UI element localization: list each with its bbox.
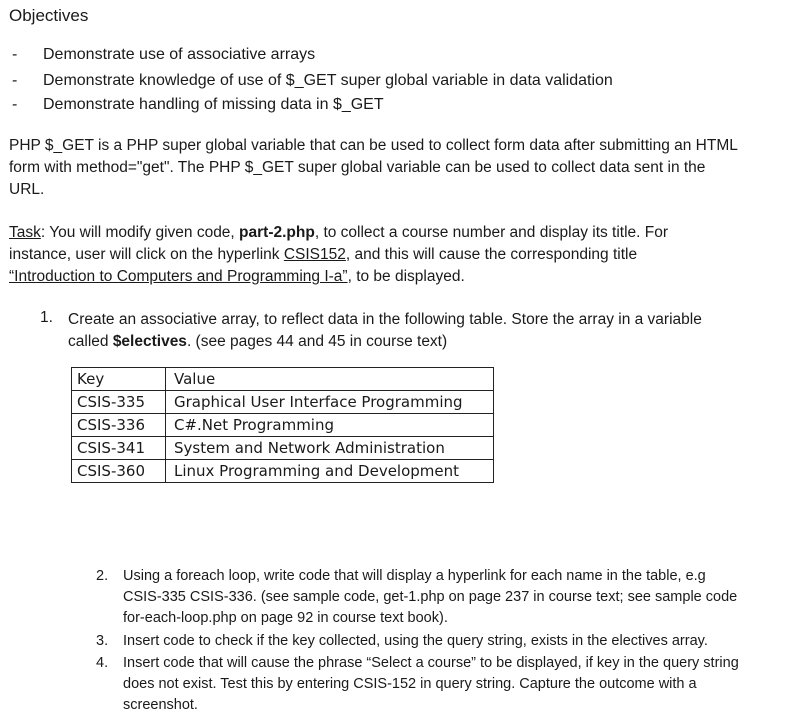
step-4-line-2: does not exist. Test this by entering CSIS-152 in query string. Capture the outcome with a xyxy=(123,676,697,692)
objective-item-1: Demonstrate use of associative arrays xyxy=(43,46,316,63)
task-line-3 xyxy=(9,266,668,288)
objective-item-2: Demonstrate knowledge of use of $_GET super global variable in data validation xyxy=(43,72,613,89)
table-cell-value: C#.Net Programming xyxy=(166,414,494,437)
step-2-line-3: for-each-loop.php on page 92 in course text book). xyxy=(123,610,448,626)
task-text-b: , to collect a course number and display its title. For xyxy=(314,224,669,241)
step-2-text xyxy=(123,566,737,629)
objective-item-3: Demonstrate handling of missing data in $_GET xyxy=(43,96,384,113)
step-2-line-2: CSIS-335 CSIS-336. (see sample code, get-1.php on page 237 in course text; see sample code xyxy=(123,589,738,605)
step-1-line-1: Create an associative array, to reflect data in the following table. Store the array in a variable xyxy=(68,311,702,328)
table-cell-key: CSIS-341 xyxy=(72,437,166,460)
step-1-variable: $electives xyxy=(112,333,187,350)
table-cell-value: Linux Programming and Development xyxy=(166,460,494,483)
table-cell-key: CSIS-336 xyxy=(72,414,166,437)
task-line-1 xyxy=(9,222,668,244)
step-2-number: 2. xyxy=(96,568,109,584)
intro-line-3: URL. xyxy=(9,181,45,198)
task-label: Task xyxy=(9,224,41,241)
task-text-e: , to be displayed. xyxy=(347,268,465,285)
step-1-text-b: . (see pages 44 and 45 in course text) xyxy=(186,333,448,350)
step-4-text xyxy=(123,653,739,716)
task-text-a: : You will modify given code, xyxy=(40,224,240,241)
table-cell-key: CSIS-360 xyxy=(72,460,166,483)
table-row xyxy=(72,460,494,483)
step-4-line-1: Insert code that will cause the phrase “Select a course” to be displayed, if key in the query string xyxy=(123,655,739,671)
electives-table xyxy=(71,367,494,483)
table-cell-value: System and Network Administration xyxy=(166,437,494,460)
intro-line-2: form with method="get". The PHP $_GET super global variable can be used to collect data sent in the xyxy=(9,159,706,176)
objective-bullet-2: - xyxy=(12,72,18,89)
task-hyperlink-example: CSIS152 xyxy=(283,246,346,263)
step-3-text: Insert code to check if the key collected, using the query string, exists in the electives array. xyxy=(123,633,708,649)
task-text-d: , and this will cause the corresponding title xyxy=(345,246,638,263)
page-heading: Objectives xyxy=(9,6,89,25)
step-1-line-2 xyxy=(68,331,702,353)
table-header-value: Value xyxy=(166,368,494,391)
step-1-text-a: called xyxy=(68,333,113,350)
step-1-number: 1. xyxy=(40,309,53,326)
task-line-2 xyxy=(9,244,668,266)
step-2-line-1: Using a foreach loop, write code that will display a hyperlink for each name in the table, e.g xyxy=(123,568,706,584)
step-4-number: 4. xyxy=(96,655,109,671)
step-4-line-3: screenshot. xyxy=(123,697,198,713)
objective-bullet-3: - xyxy=(12,96,18,113)
step-1-text xyxy=(68,309,702,353)
table-row xyxy=(72,414,494,437)
table-row xyxy=(72,437,494,460)
table-row xyxy=(72,391,494,414)
table-cell-key: CSIS-335 xyxy=(72,391,166,414)
table-header-row xyxy=(72,368,494,391)
task-quoted-title: “Introduction to Computers and Programming I-a” xyxy=(9,268,348,285)
objective-bullet-1: - xyxy=(12,46,18,63)
task-text-c: instance, user will click on the hyperlink xyxy=(9,246,284,263)
task-filename: part-2.php xyxy=(239,224,315,241)
task-paragraph xyxy=(9,222,668,288)
table-cell-value: Graphical User Interface Programming xyxy=(166,391,494,414)
intro-line-1: PHP $_GET is a PHP super global variable that can be used to collect form data after submitting an HTML xyxy=(9,137,738,154)
table-header-key: Key xyxy=(72,368,166,391)
step-3-number: 3. xyxy=(96,633,109,649)
intro-paragraph xyxy=(9,135,738,201)
